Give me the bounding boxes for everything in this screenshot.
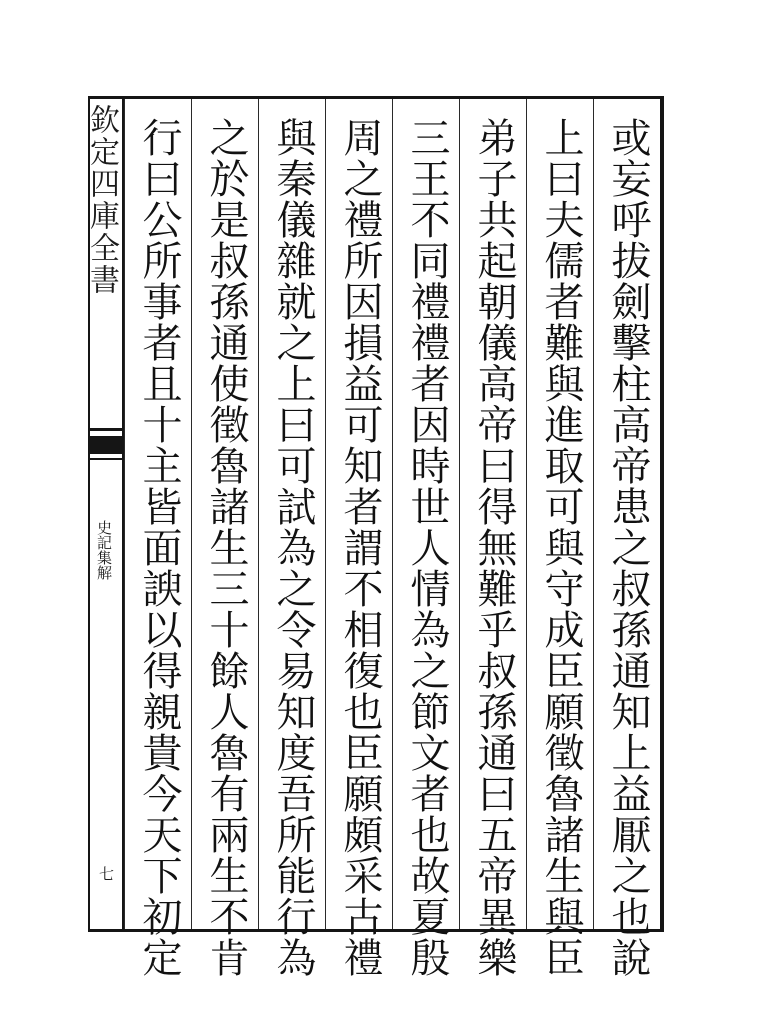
fishtail-rule	[88, 458, 122, 460]
column-text: 與秦儀雜就之上曰可試為之令易知度吾所能行為	[270, 117, 316, 978]
column-text: 之於是叔孫通使徵魯諸生三十餘人魯有兩生不肯	[203, 117, 249, 978]
text-column-6	[258, 99, 325, 978]
text-column-1	[593, 99, 660, 978]
column-text: 上曰夫儒者難與進取可與守成臣願徵魯諸生與臣	[538, 117, 584, 978]
text-columns	[124, 99, 660, 978]
text-column-8	[124, 99, 191, 978]
column-text: 三王不同禮禮者因時世人情為之節文者也故夏殷	[404, 117, 450, 978]
column-text: 行曰公所事者且十主皆面諛以得親貴今天下初定	[136, 117, 182, 978]
text-column-4	[392, 99, 459, 978]
column-text: 弟子共起朝儀高帝曰得無難乎叔孫通曰五帝異樂	[471, 117, 517, 978]
column-text: 周之禮所因損益可知者謂不相復也臣願頗采古禮	[337, 117, 383, 978]
fold-rule	[88, 428, 122, 431]
collection-title: 欽定四庫全書	[84, 104, 119, 296]
text-column-5	[325, 99, 392, 978]
column-text: 或妄呼拔劍擊柱高帝患之叔孫通知上益厭之也說	[605, 117, 651, 978]
text-column-7	[191, 99, 258, 978]
text-column-3	[459, 99, 526, 978]
fishtail-mark	[88, 436, 122, 454]
page-number: 七	[97, 866, 115, 881]
book-title: 史記集解	[95, 520, 113, 580]
center-fold-strip	[84, 96, 124, 932]
text-column-2	[526, 99, 593, 978]
